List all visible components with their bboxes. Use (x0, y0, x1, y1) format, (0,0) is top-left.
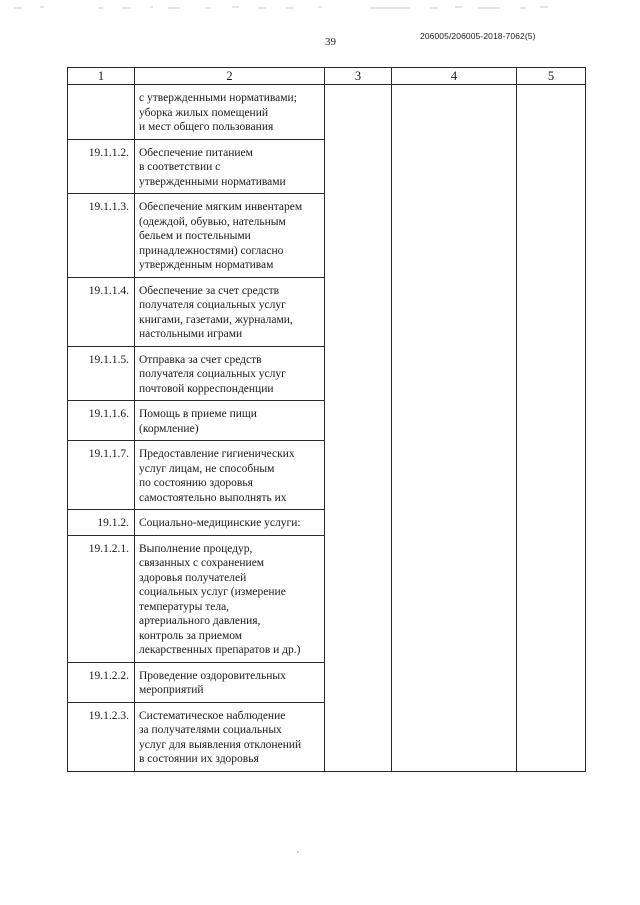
description-line: Социально-медицинские услуги: (139, 517, 301, 529)
table-row (68, 85, 586, 140)
description-line: настольными играми (139, 328, 243, 340)
description-line: Помощь в приеме пищи (139, 408, 257, 420)
scan-artifact-line (0, 6, 640, 10)
description-line: (одеждой, обувью, нательным (139, 215, 286, 228)
description-line: артериального давления, (139, 615, 261, 627)
description-line: услуг лицам, не способным (139, 462, 275, 475)
item-number: 19.1.2.2. (68, 662, 135, 702)
description-line: и мест общего пользования (139, 121, 274, 133)
description-line: Обеспечение за счет средств (139, 284, 280, 297)
description-line: бельем и постельными (139, 230, 251, 242)
column-header-3: 3 (325, 68, 392, 85)
description-line: социальных услуг (измерение (139, 586, 286, 598)
description-line: утвержденным нормативам (139, 259, 274, 271)
description-line: мероприятий (139, 684, 204, 696)
service-description (135, 277, 325, 346)
description-line: почтовой корреспонденции (139, 382, 274, 395)
service-description (135, 346, 325, 401)
item-number: 19.1.1.2. (68, 139, 135, 194)
service-description (135, 194, 325, 278)
item-number: 19.1.2.3. (68, 702, 135, 771)
description-line: по состоянию здоровья (139, 477, 253, 489)
item-number: 19.1.2.1. (68, 535, 135, 662)
column-header-2: 2 (135, 68, 325, 85)
col-5-cell (517, 85, 586, 772)
description-line: лекарственных препаратов и др.) (139, 644, 301, 656)
col-3-cell (325, 85, 392, 772)
description-line: (кормление) (139, 422, 199, 435)
service-description (135, 85, 325, 140)
description-line: книгами, газетами, журналами, (139, 313, 293, 326)
service-description (135, 702, 325, 771)
column-header-4: 4 (392, 68, 517, 85)
description-line: принадлежностями) согласно (139, 244, 284, 257)
item-number (68, 85, 135, 140)
item-number: 19.1.1.5. (68, 346, 135, 401)
description-line: утвержденными нормативами (139, 175, 286, 188)
page-number: 39 (325, 36, 336, 48)
description-line: контроль за приемом (139, 629, 243, 642)
description-line: Проведение оздоровительных (139, 669, 286, 682)
document-reference: 206005/206005-2018-7062(5) (420, 31, 536, 41)
item-number: 19.1.1.3. (68, 194, 135, 278)
item-number: 19.1.1.6. (68, 401, 135, 441)
service-description (135, 401, 325, 441)
table-body (68, 85, 586, 772)
column-header-5: 5 (517, 68, 586, 85)
column-header-1: 1 (68, 68, 135, 85)
item-number: 19.1.2. (68, 510, 135, 536)
description-line: услуг для выявления отклонений (139, 738, 302, 751)
service-description (135, 441, 325, 510)
description-line: Предоставление гигиенических (139, 448, 295, 460)
services-table (67, 67, 586, 772)
description-line: температуры тела, (139, 600, 230, 613)
service-description (135, 139, 325, 194)
table-header-row (68, 68, 586, 85)
description-line: Отправка за счет средств (139, 353, 262, 366)
description-line: Обеспечение питанием (139, 146, 253, 159)
service-description (135, 535, 325, 662)
description-line: Выполнение процедур, (139, 542, 253, 555)
scan-speck (297, 851, 299, 853)
description-line: с утвержденными нормативами; (139, 92, 297, 104)
description-line: в соответствии с (139, 161, 221, 173)
description-line: получателя социальных услуг (139, 368, 286, 380)
description-line: Систематическое наблюдение (139, 709, 286, 722)
description-line: здоровья получателей (139, 571, 247, 584)
item-number: 19.1.1.7. (68, 441, 135, 510)
description-line: получателя социальных услуг (139, 299, 286, 311)
description-line: уборка жилых помещений (139, 106, 269, 119)
service-description (135, 510, 325, 536)
description-line: в состоянии их здоровья (139, 753, 259, 765)
description-line: Обеспечение мягким инвентарем (139, 201, 303, 213)
description-line: самостоятельно выполнять их (139, 491, 287, 504)
service-description (135, 662, 325, 702)
col-4-cell (392, 85, 517, 772)
item-number: 19.1.1.4. (68, 277, 135, 346)
description-line: за получателями социальных (139, 724, 282, 736)
description-line: связанных с сохранением (139, 557, 265, 569)
